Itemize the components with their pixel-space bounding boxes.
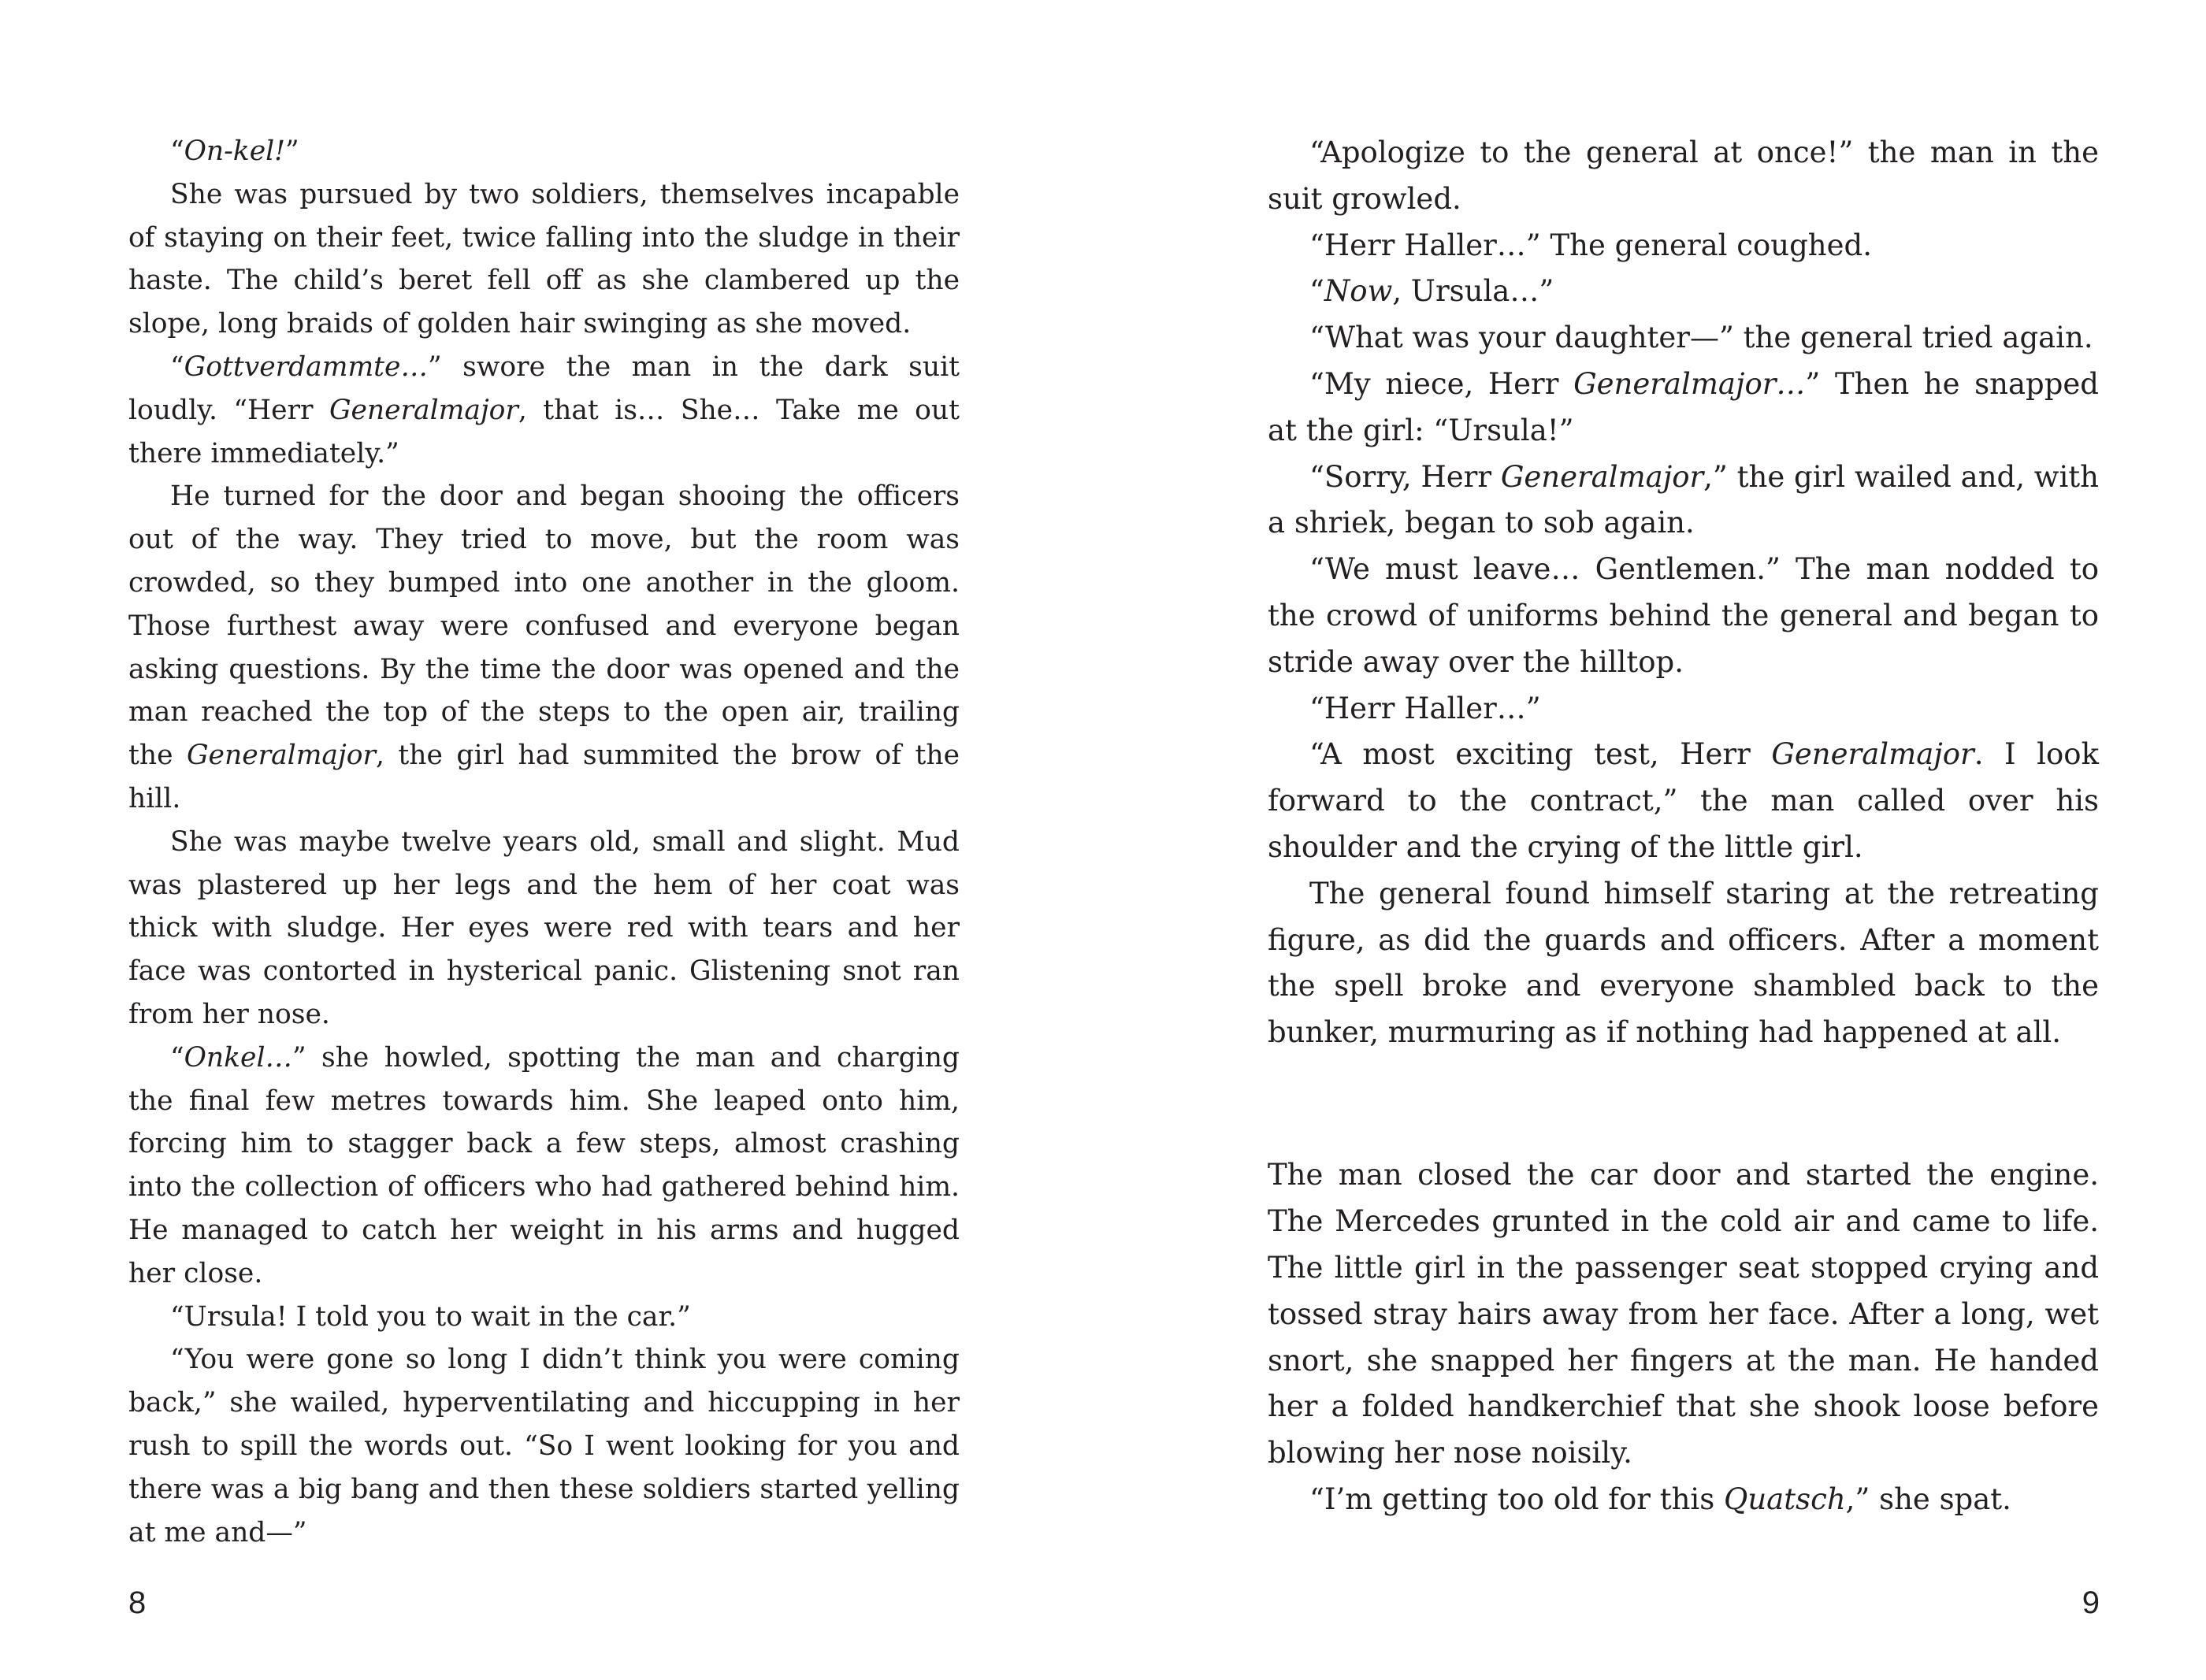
page-body-text xyxy=(128,130,960,1554)
text-run: She was pursued by two soldiers, themselves incapable of staying on their feet, twice falling into the sludge in their haste. The child’s beret fell off as she clambered up the slope, long braids of golden hair swinging as she moved. xyxy=(128,178,960,340)
paragraph xyxy=(128,475,960,820)
text-run: “I’m getting too old for this xyxy=(1309,1482,1725,1516)
paragraph xyxy=(128,173,960,346)
text-run: The general found himself staring at the retreating figure, as did the guards and officers. After a moment the spell broke and everyone shambled back to the bunker, murmuring as if nothing had happened at all. xyxy=(1268,876,2099,1050)
paragraph xyxy=(1268,547,2099,685)
italic-text-run: Generalmajor xyxy=(1500,459,1704,494)
text-run: “Herr Haller…” xyxy=(1309,691,1541,725)
text-run: , the girl had summited the brow of the hill. xyxy=(128,740,960,814)
paragraph xyxy=(1268,362,2099,454)
text-run: “You were gone so long I didn’t think you were coming back,” she wailed, hyperventilating and hiccupping in her rush to spill the words out. “So I went looking for you and there was a big bang and then these soldiers started yelling at me and—” xyxy=(128,1344,960,1548)
italic-text-run: Generalmajor xyxy=(329,394,518,426)
paragraph xyxy=(1268,732,2099,870)
paragraph xyxy=(128,1338,960,1554)
paragraph xyxy=(1268,315,2099,362)
text-run: “ xyxy=(1309,274,1324,309)
italic-text-run: Gottverdammte… xyxy=(184,350,428,383)
text-run: “We must leave… Gentlemen.” The man nodded to the crowd of uniforms behind the general and began to stride away over the hilltop. xyxy=(1268,552,2099,679)
paragraph xyxy=(1268,269,2099,315)
right-page xyxy=(1103,0,2206,1680)
paragraph xyxy=(1268,871,2099,1056)
paragraph xyxy=(128,130,960,173)
paragraph xyxy=(128,1296,960,1339)
text-run: ,” she spat. xyxy=(1845,1482,2011,1516)
paragraph xyxy=(1268,1477,2099,1523)
paragraph xyxy=(1268,454,2099,547)
text-run: “My niece, Herr xyxy=(1309,366,1574,401)
text-run: . I look forward to the contract,” the man called over his shoulder and the crying of the little girl. xyxy=(1268,737,2099,864)
paragraph xyxy=(1268,1152,2099,1477)
page-number: 8 xyxy=(128,1585,147,1620)
text-run: ,” the girl wailed and, with a shriek, began to sob again. xyxy=(1268,459,2099,540)
text-run: ” Then he snapped at the girl: “Ursula!” xyxy=(1268,366,2099,447)
text-run: “ xyxy=(170,350,184,383)
paragraph xyxy=(1268,686,2099,732)
italic-text-run: Now xyxy=(1324,274,1393,309)
text-run: “What was your daughter—” the general tried again. xyxy=(1309,321,2093,355)
text-run: ” xyxy=(285,135,299,167)
text-run: “Sorry, Herr xyxy=(1309,459,1501,494)
page-number: 9 xyxy=(2082,1585,2100,1620)
paragraph xyxy=(1268,130,2099,223)
paragraph xyxy=(1268,223,2099,269)
text-run: “ xyxy=(170,1041,184,1074)
paragraph xyxy=(128,821,960,1037)
italic-text-run: Generalmajor xyxy=(1771,737,1974,772)
text-run: “Herr Haller…” The general coughed. xyxy=(1309,228,1872,262)
text-run: , that is… She… Take me out there immediately.” xyxy=(128,394,960,469)
italic-text-run: Onkel… xyxy=(184,1041,293,1074)
italic-text-run: Generalmajor… xyxy=(1573,366,1806,401)
text-run: “Ursula! I told you to wait in the car.” xyxy=(170,1300,691,1333)
page-body-text xyxy=(1268,130,2099,1523)
text-run: The man closed the car door and started the engine. The Mercedes grunted in the cold air and came to life. The little girl in the passenger seat stopped crying and tossed stray hairs away from her face. After a long, wet snort, she snapped her fingers at the man. He handed her a folded handkerchief that she shook loose before blowing her nose noisily. xyxy=(1268,1158,2099,1470)
paragraph xyxy=(128,346,960,475)
text-run: ” she howled, spotting the man and charging the final few metres towards him. She leaped onto him, forcing him to stagger back a few steps, almost crashing into the collection of officers who had gathered behind him. He managed to catch her weight in his arms and hugged her close. xyxy=(128,1041,960,1289)
scene-break xyxy=(1268,1056,2099,1152)
text-run: “Apologize to the general at once!” the man in the suit growled. xyxy=(1268,135,2099,216)
paragraph xyxy=(128,1037,960,1296)
italic-text-run: On-kel! xyxy=(184,135,286,167)
text-run: She was maybe twelve years old, small and slight. Mud was plastered up her legs and the hem of her coat was thick with sludge. Her eyes were red with tears and her face was contorted in hysterical panic. Glistening snot ran from her nose. xyxy=(128,825,960,1030)
italic-text-run: Generalmajor xyxy=(187,740,376,772)
text-run: ” swore the man in the dark suit loudly. “Herr xyxy=(128,350,960,426)
text-run: “ xyxy=(170,135,184,167)
text-run: “A most exciting test, Herr xyxy=(1309,737,1772,772)
text-run: He turned for the door and began shooing the officers out of the way. They tried to move, but the room was crowded, so they bumped into one another in the gloom. Those furthest away were confused and everyone began asking questions. By the time the door was opened and the man reached the top of the steps to the open air, trailing the xyxy=(128,480,960,772)
text-run: , Ursula…” xyxy=(1392,274,1554,309)
italic-text-run: Quatsch xyxy=(1724,1482,1846,1516)
